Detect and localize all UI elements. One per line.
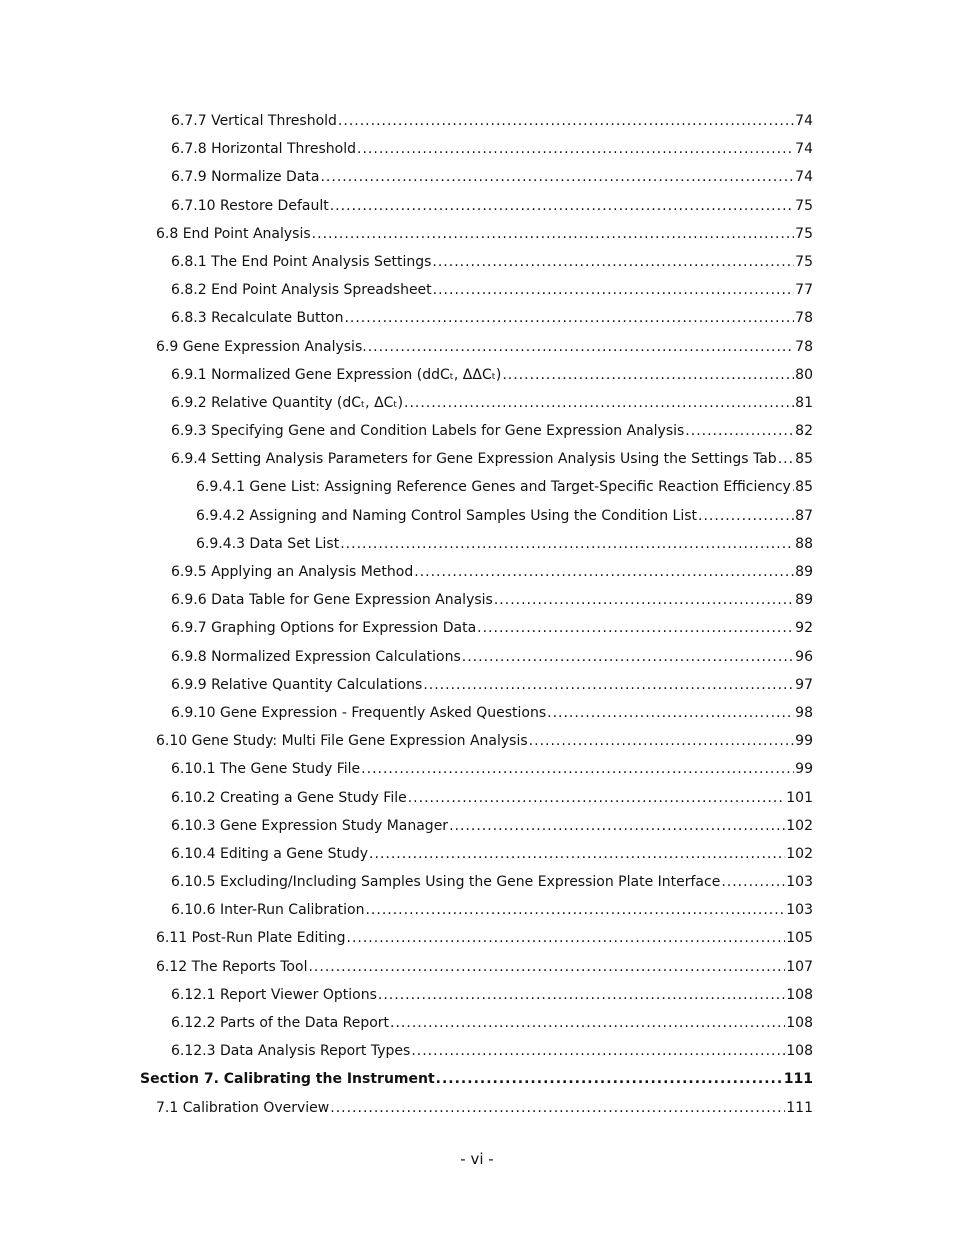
toc-entry-page-number: 105 xyxy=(786,930,813,947)
toc-dot-leader xyxy=(449,816,785,836)
toc-entry[interactable] xyxy=(0,1013,813,1041)
toc-entry-title: 6.12.2 Parts of the Data Report xyxy=(171,1015,390,1031)
toc-entry[interactable] xyxy=(0,985,813,1013)
toc-entry-title: 6.10.3 Gene Expression Study Manager xyxy=(171,817,449,834)
toc-entry-page-number: 88 xyxy=(795,535,813,552)
toc-dot-leader xyxy=(340,534,794,554)
toc-entry-title: 6.12 The Reports Tool xyxy=(156,958,308,975)
toc-dot-leader xyxy=(308,957,785,977)
toc-entry-page-number: 111 xyxy=(786,1099,813,1116)
toc-entry-page-number: 102 xyxy=(786,845,813,862)
toc-entry-page-number: 82 xyxy=(795,423,813,440)
toc-entry[interactable] xyxy=(0,957,813,985)
toc-entry-title: 6.9.3 Specifying Gene and Condition Labels for Gene Expression Analysis xyxy=(171,423,685,440)
toc-entry-title: 7.1 Calibration Overview xyxy=(156,1099,330,1116)
toc-entry-page-number: 107 xyxy=(786,958,813,975)
toc-dot-leader xyxy=(685,421,794,441)
toc-entry-title: 6.9.1 Normalized Gene Expression (ddCₜ, ΔΔCₜ) xyxy=(171,366,502,383)
toc-entry[interactable] xyxy=(0,167,813,195)
toc-dot-leader xyxy=(477,618,794,638)
toc-entry[interactable] xyxy=(0,139,813,167)
toc-entry[interactable] xyxy=(0,506,813,534)
toc-entry-page-number: 92 xyxy=(795,620,813,637)
toc-entry-title: 6.7.9 Normalize Data xyxy=(171,169,320,186)
toc-dot-leader xyxy=(320,167,794,187)
toc-entry-page-number: 99 xyxy=(795,733,813,750)
toc-dot-leader xyxy=(433,280,795,300)
toc-entry-title: 6.10.4 Editing a Gene Study xyxy=(171,845,369,862)
toc-entry-title: 6.9.7 Graphing Options for Expression Data xyxy=(171,620,477,637)
toc-dot-leader xyxy=(778,449,794,469)
toc-entry[interactable] xyxy=(0,872,813,900)
toc-entry-page-number: 108 xyxy=(786,1015,813,1031)
toc-entry-page-number: 78 xyxy=(795,310,813,327)
toc-entry-title: 6.12.3 Data Analysis Report Types xyxy=(171,1043,411,1060)
toc-entry-title: 6.9.8 Normalized Expression Calculations xyxy=(171,648,461,665)
toc-dot-leader xyxy=(361,759,794,779)
toc-dot-leader xyxy=(792,477,794,497)
toc-entry[interactable] xyxy=(0,1041,813,1069)
toc-entry-page-number: 97 xyxy=(795,676,813,693)
toc-entry-title: 6.12.1 Report Viewer Options xyxy=(171,986,377,1003)
toc-entry[interactable] xyxy=(0,731,813,759)
toc-entry[interactable] xyxy=(0,703,813,731)
toc-dot-leader xyxy=(330,196,794,216)
toc-entry-page-number: 80 xyxy=(795,366,813,383)
toc-entry-title: 6.10.2 Creating a Gene Study File xyxy=(171,789,407,806)
toc-entry[interactable] xyxy=(0,449,813,477)
toc-entry[interactable] xyxy=(0,1098,813,1126)
toc-entry[interactable] xyxy=(0,647,813,675)
toc-entry[interactable] xyxy=(0,590,813,618)
toc-entry-page-number: 111 xyxy=(783,1071,813,1088)
toc-entry-page-number: 74 xyxy=(795,141,813,158)
toc-dot-leader xyxy=(344,308,794,328)
toc-entry-title: 6.7.7 Vertical Threshold xyxy=(171,113,337,129)
toc-dot-leader xyxy=(698,506,794,526)
toc-entry-page-number: 103 xyxy=(786,874,813,891)
toc-dot-leader xyxy=(312,224,795,244)
toc-entry[interactable] xyxy=(0,675,813,703)
toc-dot-leader xyxy=(338,111,794,131)
toc-dot-leader xyxy=(494,590,794,610)
toc-entry[interactable] xyxy=(0,393,813,421)
toc-dot-leader xyxy=(414,562,794,582)
toc-entry-page-number: 81 xyxy=(795,394,813,411)
toc-entry[interactable] xyxy=(0,788,813,816)
toc-dot-leader xyxy=(529,731,795,751)
toc-entry-title: 6.9.4.3 Data Set List xyxy=(196,535,340,552)
toc-entry-title: 6.10.6 Inter-Run Calibration xyxy=(171,902,365,919)
toc-entry-title: 6.8.1 The End Point Analysis Settings xyxy=(171,253,432,270)
toc-entry[interactable] xyxy=(0,224,813,252)
toc-entry[interactable] xyxy=(0,534,813,562)
toc-entry-page-number: 108 xyxy=(786,1043,813,1060)
toc-entry-title: 6.9.4 Setting Analysis Parameters for Gene Expression Analysis Using the Settings Tab xyxy=(171,451,777,468)
toc-entry[interactable] xyxy=(0,111,813,139)
toc-dot-leader xyxy=(432,252,794,272)
toc-dot-leader xyxy=(404,393,794,413)
page-number: - vi - xyxy=(460,1150,494,1168)
toc-entry-page-number: 75 xyxy=(795,225,813,242)
toc-dot-leader xyxy=(721,872,785,892)
toc-entry-page-number: 78 xyxy=(795,338,813,355)
toc-entry-page-number: 87 xyxy=(795,507,813,524)
toc-entry-title: 6.9.4.2 Assigning and Naming Control Samples Using the Condition List xyxy=(196,507,698,524)
toc-entry-page-number: 89 xyxy=(795,592,813,609)
toc-dot-leader xyxy=(347,928,786,948)
toc-dot-leader xyxy=(423,675,794,695)
toc-entry[interactable] xyxy=(0,421,813,449)
toc-entry-title: 6.9.2 Relative Quantity (dCₜ, ΔCₜ) xyxy=(171,394,404,411)
toc-entry-title: 6.10.1 The Gene Study File xyxy=(171,761,361,778)
toc-dot-leader xyxy=(502,365,794,385)
toc-entry[interactable] xyxy=(0,477,813,505)
toc-dot-leader xyxy=(369,844,785,864)
toc-entry-title: 6.7.10 Restore Default xyxy=(171,197,329,214)
toc-entry[interactable] xyxy=(0,280,813,308)
toc-entry[interactable] xyxy=(0,900,813,928)
toc-entry-page-number: 103 xyxy=(786,902,813,919)
toc-entry-page-number: 89 xyxy=(795,564,813,580)
toc-entry-page-number: 96 xyxy=(795,648,813,665)
toc-dot-leader xyxy=(547,703,794,723)
toc-dot-leader xyxy=(462,647,794,667)
toc-entry-title: 6.9.9 Relative Quantity Calculations xyxy=(171,676,423,693)
toc-entry-page-number: 85 xyxy=(795,479,813,496)
toc-entry[interactable] xyxy=(0,928,813,956)
toc-dot-leader xyxy=(365,900,785,920)
toc-entry-title: 6.9.4.1 Gene List: Assigning Reference Genes and Target-Specific Reaction Efficiency xyxy=(196,479,791,496)
toc-entry-page-number: 75 xyxy=(795,197,813,214)
toc-entry-page-number: 85 xyxy=(795,451,813,468)
table-of-contents xyxy=(0,111,954,1126)
toc-dot-leader xyxy=(330,1098,785,1118)
toc-entry-page-number: 102 xyxy=(786,817,813,834)
toc-entry-title: 6.9.10 Gene Expression - Frequently Asked Questions xyxy=(171,704,547,721)
toc-entry-title: 6.11 Post-Run Plate Editing xyxy=(156,930,346,947)
toc-entry[interactable] xyxy=(0,308,813,336)
toc-dot-leader xyxy=(436,1069,783,1089)
toc-entry-page-number: 77 xyxy=(795,282,813,299)
toc-entry-title: 6.8 End Point Analysis xyxy=(156,225,311,242)
toc-entry[interactable] xyxy=(0,562,813,590)
toc-entry-page-number: 98 xyxy=(795,704,813,721)
toc-entry-title: 6.8.2 End Point Analysis Spreadsheet xyxy=(171,282,432,299)
toc-entry[interactable] xyxy=(0,196,813,224)
toc-entry-page-number: 75 xyxy=(795,253,813,270)
toc-entry[interactable] xyxy=(0,618,813,646)
toc-entry-page-number: 99 xyxy=(795,761,813,778)
toc-entry-title: 6.8.3 Recalculate Button xyxy=(171,310,344,327)
toc-entry-title: 6.9.6 Data Table for Gene Expression Analysis xyxy=(171,592,493,609)
toc-entry-page-number: 108 xyxy=(786,986,813,1003)
toc-dot-leader xyxy=(368,337,794,357)
toc-entry[interactable] xyxy=(0,337,813,365)
toc-entry[interactable] xyxy=(0,759,813,787)
toc-dot-leader xyxy=(357,139,794,159)
toc-entry-title: 6.7.8 Horizontal Threshold xyxy=(171,141,357,158)
toc-entry-title: 6.9 Gene Expression Analysis. xyxy=(156,338,367,355)
toc-entry-title: Section 7. Calibrating the Instrument xyxy=(140,1071,435,1088)
toc-entry-page-number: 74 xyxy=(795,169,813,186)
toc-dot-leader xyxy=(390,1013,785,1033)
toc-entry[interactable] xyxy=(0,365,813,393)
toc-entry[interactable] xyxy=(0,1069,813,1097)
toc-entry[interactable] xyxy=(0,844,813,872)
toc-dot-leader xyxy=(411,1041,785,1061)
toc-dot-leader xyxy=(378,985,785,1005)
toc-entry-title: 6.10 Gene Study: Multi File Gene Expression Analysis xyxy=(156,733,528,750)
toc-entry-page-number: 101 xyxy=(786,789,813,806)
toc-dot-leader xyxy=(408,788,786,808)
toc-entry[interactable] xyxy=(0,816,813,844)
toc-entry[interactable] xyxy=(0,252,813,280)
toc-entry-title: 6.10.5 Excluding/Including Samples Using the Gene Expression Plate Interface xyxy=(171,874,721,891)
toc-entry-page-number: 74 xyxy=(795,113,813,129)
toc-entry-title: 6.9.5 Applying an Analysis Method xyxy=(171,564,414,580)
